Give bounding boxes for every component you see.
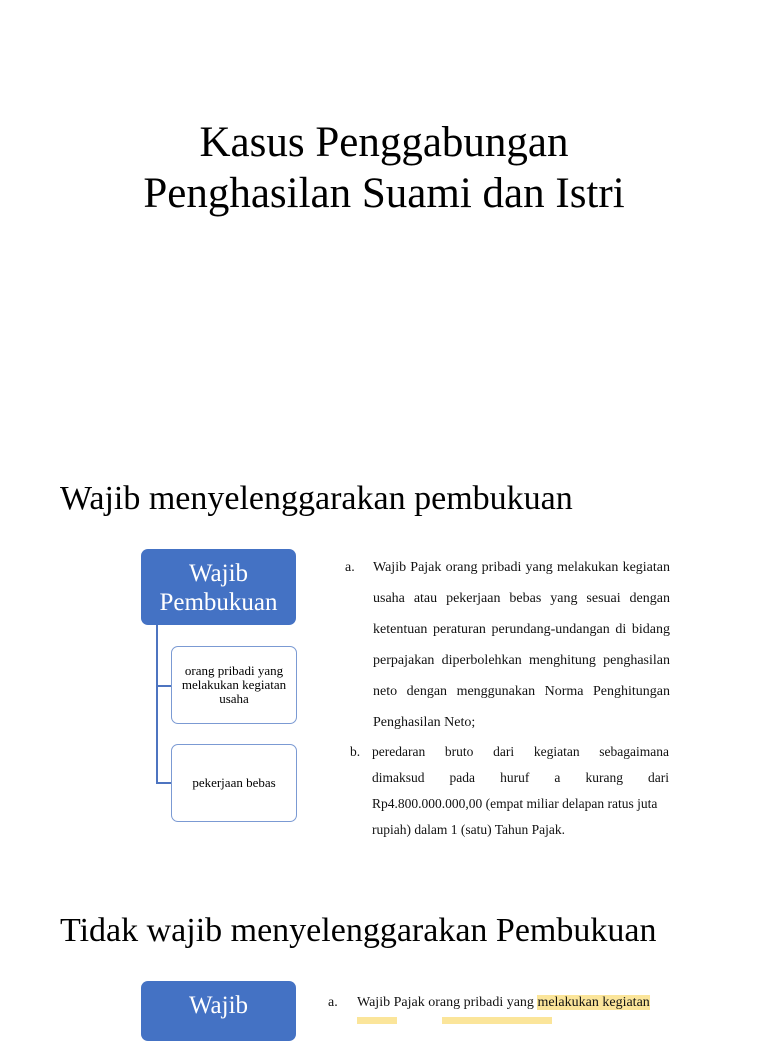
wajib-pembukuan-box-line-1: Wajib [188,560,249,587]
clause-2a-line-1 [357,995,650,1011]
wajib-pembukuan-box [141,549,296,625]
clause-b-line-1: peredaran bruto dari kegiatan sebagaimana [372,744,669,759]
diagram-child-kegiatan-usaha [171,646,297,724]
clause-a-line-1: Wajib Pajak orang pribadi yang melakukan kegiatan [373,560,670,575]
clause-a-line-6: Penghasilan Neto; [373,715,476,730]
slide-title-line-2: Penghasilan Suami dan Istri [143,170,625,217]
wajib-pembukuan-box-line-2: Pembukuan [159,589,278,616]
clause-b-line-2: dimaksud pada huruf a kurang dari [372,770,669,785]
legal-text-excerpt [345,560,675,850]
legal-text-excerpt-2 [328,995,698,1024]
slide-title [0,117,768,219]
clause-2a-plain-text: Wajib Pajak orang pribadi yang [357,995,538,1010]
clause-b-line-4: rupiah) dalam 1 (satu) Tahun Pajak. [372,822,566,837]
wajib-box-2 [141,981,296,1041]
clause-b-line-3: Rp4.800.000.000,00 (empat miliar delapan ratus juta [372,796,658,811]
clause-2a-highlighted-text: melakukan kegiatan [537,995,650,1010]
clause-a-line-3: ketentuan peraturan perundang-undangan di bidang [373,622,670,637]
clause-b-marker: b. [350,744,361,759]
diagram-connector-branch-1 [156,685,172,687]
section-heading-wajib: Wajib menyelenggarakan pembukuan [60,480,573,517]
highlight-fragment [357,1017,397,1024]
section-heading-tidak-wajib: Tidak wajib menyelenggarakan Pembukuan [60,912,657,949]
wajib-box-2-line-1: Wajib [188,992,249,1019]
clause-a-line-5: neto dengan menggunakan Norma Penghitungan [373,684,670,699]
highlight-fragment [442,1017,552,1024]
clause-a-marker: a. [345,560,355,575]
diagram-connector-vertical [156,625,158,783]
clause-2a-marker: a. [328,995,338,1010]
clause-a-line-4: perpajakan diperbolehkan menghitung penghasilan [373,653,670,668]
diagram-child-pekerjaan-bebas [171,744,297,822]
diagram-connector-branch-2 [156,782,172,784]
slide-title-line-1: Kasus Penggabungan [199,119,569,166]
clause-a-line-2: usaha atau pekerjaan bebas yang sesuai dengan [373,591,670,606]
diagram-child-pekerjaan-bebas-label: pekerjaan bebas [192,775,276,790]
diagram-child-kegiatan-usaha-label: orang pribadi yang melakukan kegiatan usaha [181,663,287,706]
